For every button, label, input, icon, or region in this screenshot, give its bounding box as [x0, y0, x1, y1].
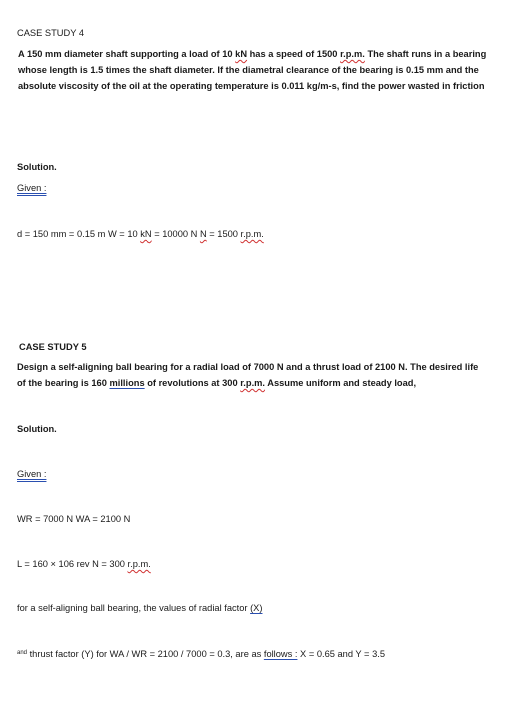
spell-flag-rpm: r.p.m. — [240, 377, 266, 388]
case-study-5-given-line-1: WR = 7000 N WA = 2100 N — [17, 514, 131, 524]
given-link: Given : — [17, 183, 47, 193]
case-study-5-solution-label: Solution. — [17, 424, 57, 434]
problem-text: Assume uniform and steady load, — [265, 377, 417, 388]
thrust-text: thrust factor (Y) for WA / WR = 2100 / 7000 = 0.3, are as — [27, 649, 264, 659]
problem-text: of revolutions at 300 — [144, 377, 241, 388]
grammar-flag-follows: follows : — [263, 649, 298, 659]
given-text: = 10000 N — [151, 229, 200, 239]
thrust-text: X = 0.65 and Y = 3.5 — [297, 649, 385, 659]
spell-flag-n: N — [199, 229, 207, 239]
case-study-5-radial-factor-line — [17, 601, 262, 616]
given-link: Given : — [17, 469, 47, 479]
problem-text: A 150 mm diameter shaft supporting a load of 10 — [18, 49, 236, 59]
given-text: = 1500 — [206, 229, 241, 239]
spell-flag-rpm: r.p.m. — [240, 229, 264, 239]
case-study-5-given-line-2 — [17, 557, 151, 572]
case-study-5-thrust-factor-line — [17, 647, 385, 662]
spell-flag-kn: kN — [235, 49, 248, 59]
problem-text: Design a self-aligning ball bearing for a radial load of 7000 N and a thrust load of 2100 N. The desired life of the bearing is 160 — [17, 362, 479, 388]
case-study-4-given-label — [17, 181, 46, 196]
given-text: L = 160 × 106 rev N = 300 — [17, 559, 128, 569]
problem-text: has a speed of 1500 — [247, 49, 341, 59]
case-study-4-solution-label: Solution. — [17, 162, 57, 172]
given-text: d = 150 mm = 0.15 m W = 10 — [17, 229, 141, 239]
case-study-5-given-label — [17, 467, 46, 482]
case-study-4-problem — [18, 47, 490, 94]
case-study-5-heading: CASE STUDY 5 — [19, 342, 87, 352]
spell-flag-rpm: r.p.m. — [340, 49, 365, 59]
case-study-4-given-values — [17, 227, 264, 242]
spell-flag-kn: kN — [140, 229, 152, 239]
superscript-and: and — [17, 650, 28, 656]
radial-text: for a self-aligning ball bearing, the values of radial factor — [17, 603, 251, 613]
spell-flag-rpm: r.p.m. — [127, 559, 151, 569]
grammar-flag-millions: millions — [109, 377, 145, 388]
case-study-4-heading: CASE STUDY 4 — [17, 28, 84, 38]
case-study-5-problem — [17, 360, 489, 392]
problem-text: The shaft runs in a bearing whose length is 1.5 times the shaft diameter. If the diametral clearance of the bearing is 0.15 mm and the absolute viscosity of the oil at the operating temperature is 0.011 kg/m-s, find the power wasted in friction — [18, 49, 487, 91]
grammar-flag-x: (X) — [250, 603, 263, 613]
